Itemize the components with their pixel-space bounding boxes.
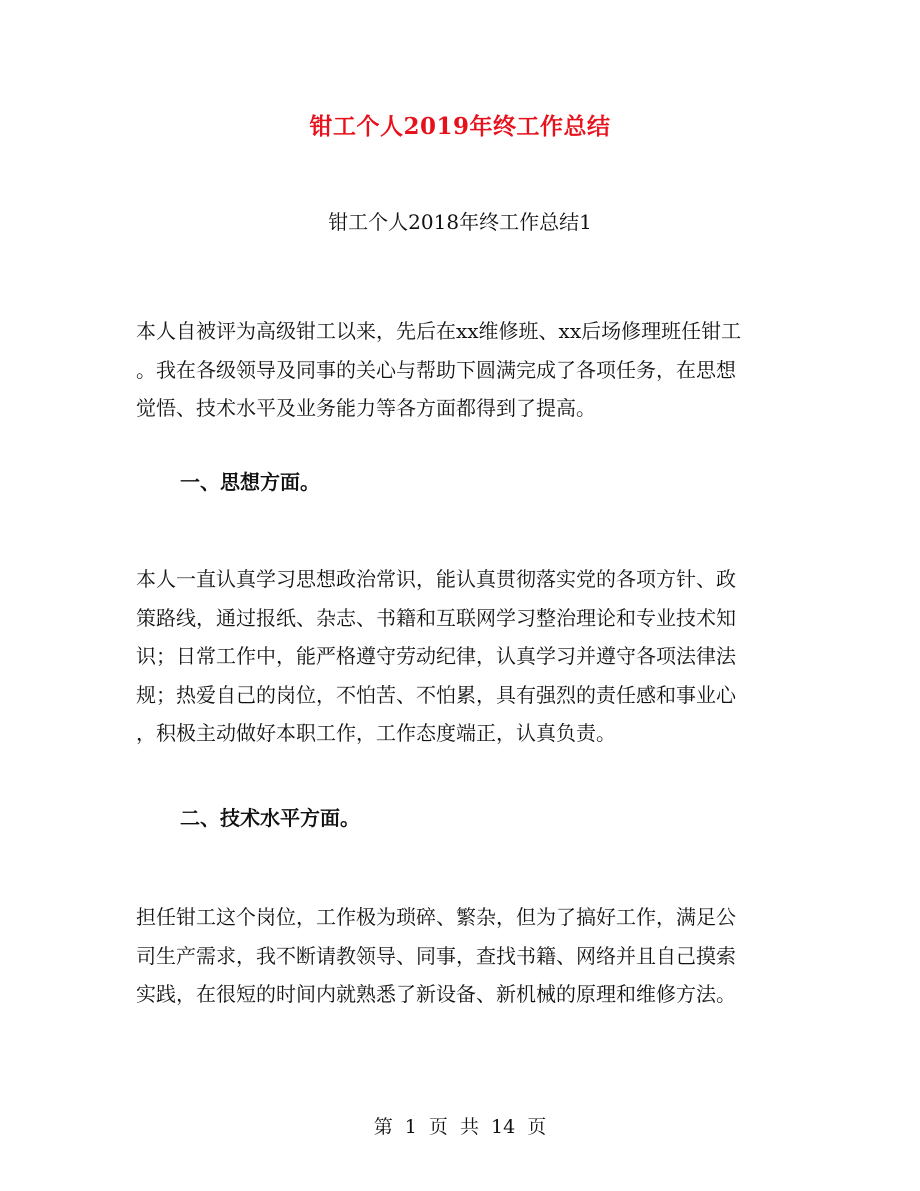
paragraph-line: 规；热爱自己的岗位，不怕苦、不怕累，具有强烈的责任感和事业心 (136, 682, 736, 707)
paragraph-intro (136, 312, 788, 428)
paragraph-line: 担任钳工这个岗位，工作极为琐碎、繁杂，但为了搞好工作，满足公 (136, 905, 736, 929)
paragraph-line: 识；日常工作中，能严格遵守劳动纪律，认真学习并遵守各项法律法 (136, 644, 736, 668)
document-subtitle: 钳工个人2018年终工作总结1 (328, 210, 592, 234)
paragraph-line: 司生产需求，我不断请教领导、同事，查找书籍、网络并且自己摸索 (136, 943, 736, 968)
paragraph-line: 。我在各级领导及同事的关心与帮助下圆满完成了各项任务，在思想 (136, 357, 736, 382)
paragraph-line: 本人一直认真学习思想政治常识，能认真贯彻落实党的各项方针、政 (136, 567, 736, 591)
paragraph-line: 策路线，通过报纸、杂志、书籍和互联网学习整治理论和专业技术知 (136, 605, 736, 630)
section-heading-technical: 二、技术水平方面。 (180, 806, 360, 830)
paragraph-technical (136, 898, 788, 1014)
section-heading-thought: 一、思想方面。 (180, 470, 320, 494)
paragraph-thought (136, 560, 788, 753)
paragraph-line: 觉悟、技术水平及业务能力等各方面都得到了提高。 (136, 396, 596, 420)
paragraph-line: 实践，在很短的时间内就熟悉了新设备、新机械的原理和维修方法。 (136, 982, 736, 1006)
page-footer: 第 1 页 共 14 页 (373, 1116, 547, 1138)
paragraph-line: ，积极主动做好本职工作，工作态度端正，认真负责。 (136, 721, 616, 745)
paragraph-line: 本人自被评为高级钳工以来，先后在xx维修班、xx后场修理班任钳工 (136, 319, 742, 343)
document-title: 钳工个人2019年终工作总结 (309, 113, 611, 140)
